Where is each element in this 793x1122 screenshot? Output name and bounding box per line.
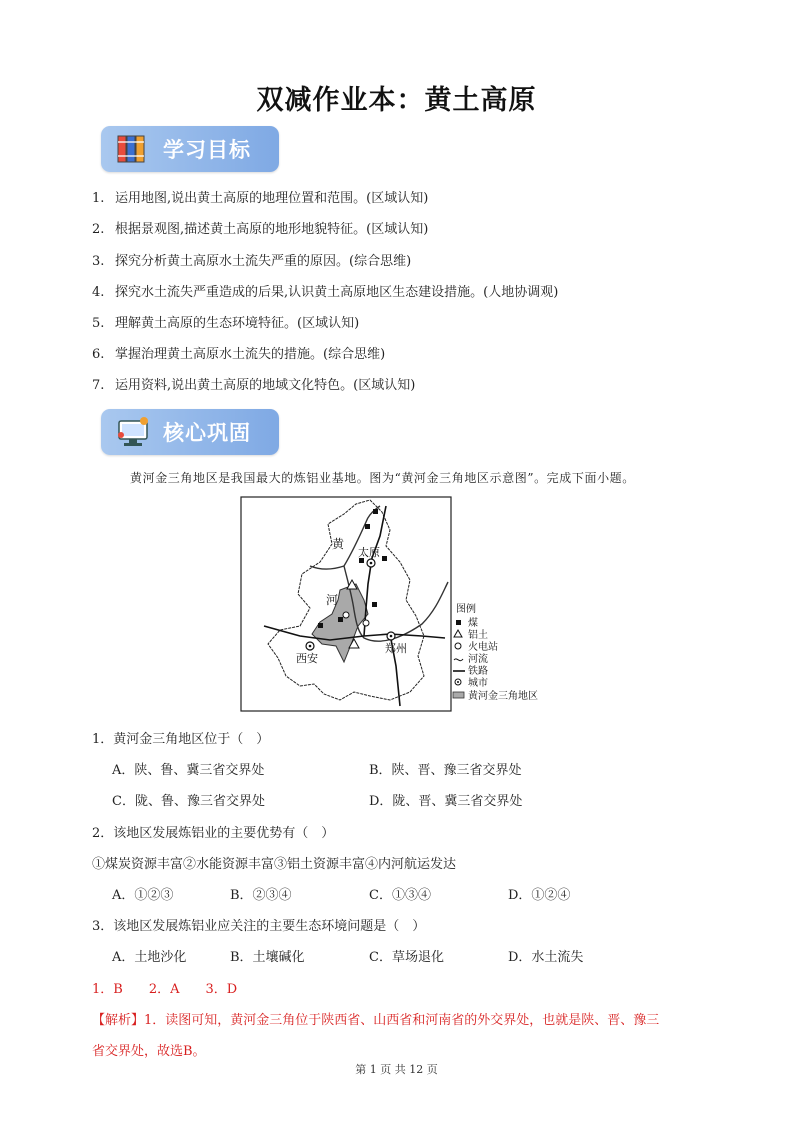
legend-power-symbol: [455, 643, 461, 649]
core-heading: 核心巩固: [163, 421, 251, 445]
objective-item: 3. 探究分析黄土高原水土流失严重的原因。(综合思维): [92, 254, 412, 269]
question-3-option-c: C．草场退化: [369, 950, 444, 965]
label-xian: 西安: [296, 652, 318, 665]
label-he: 河: [326, 593, 339, 607]
question-3-option-d: D．水土流失: [508, 950, 584, 965]
coal-marker: [338, 617, 343, 622]
label-zhengzhou: 郑州: [385, 642, 407, 655]
question-2-option-a: A．①②③: [112, 888, 174, 903]
analysis-line-1: 【解析】1．读图可知，黄河金三角位于陕西省、山西省和河南省的外交界处，也就是陕、晋、豫三: [92, 1013, 660, 1028]
power-station-marker: [343, 612, 349, 618]
analysis-label: 【解析】: [92, 1013, 145, 1028]
question-2-option-b: B．②③④: [230, 888, 292, 903]
objective-item: 5. 理解黄土高原的生态环境特征。(区域认知): [92, 316, 360, 331]
legend-coal: 煤: [468, 618, 478, 629]
analysis-line-2: 省交界处，故选B。: [92, 1044, 206, 1059]
coal-marker: [382, 556, 387, 561]
label-taiyuan: 太原: [358, 546, 380, 559]
computer-icon: [115, 415, 151, 449]
question-3-stem: 3．该地区发展炼铝业应关注的主要生态环境问题是（ ）: [92, 919, 426, 934]
question-1-option-d: D．陇、晋、冀三省交界处: [369, 794, 523, 809]
legend-coal-symbol: [456, 620, 461, 625]
objective-item: 4. 探究水土流失严重造成的后果,认识黄土高原地区生态建设措施。(人地协调观): [92, 285, 559, 300]
core-banner: [101, 409, 279, 455]
legend-title: 图例: [456, 604, 476, 615]
question-3-option-b: B．土壤碱化: [230, 950, 305, 965]
objectives-heading: 学习目标: [163, 138, 251, 162]
objective-item: 2. 根据景观图,描述黄土高原的地形地貌特征。(区域认知): [92, 222, 429, 237]
yellow-river-golden-triangle-map: [240, 496, 554, 717]
question-2-statements: ①煤炭资源丰富②水能资源丰富③铝土资源丰富④内河航运发达: [92, 857, 457, 872]
coal-marker: [373, 509, 378, 514]
legend-bauxite: 铝土: [468, 630, 488, 641]
legend-city: 城市: [468, 678, 488, 689]
question-2-option-c: C．①③④: [369, 888, 431, 903]
question-1-option-c: C．陇、鲁、豫三省交界处: [112, 794, 265, 809]
legend-railway: 铁路: [468, 666, 488, 677]
coal-marker: [372, 602, 377, 607]
legend-region-symbol: [453, 692, 464, 698]
question-1-option-a: A．陕、鲁、冀三省交界处: [112, 763, 265, 778]
question-2-option-d: D．①②④: [508, 888, 571, 903]
objectives-banner: [101, 126, 279, 172]
legend-bauxite-symbol: [454, 630, 462, 637]
answer-key: 1．B 2．A 3．D: [92, 982, 238, 997]
objective-item: 7. 运用资料,说出黄土高原的地域文化特色。(区域认知): [92, 378, 416, 393]
legend-river: 河流: [468, 654, 488, 665]
question-3-option-a: A．土地沙化: [112, 950, 187, 965]
legend-power: 火电站: [468, 642, 498, 653]
question-intro: 黄河金三角地区是我国最大的炼铝业基地。图为“黄河金三角地区示意图”。完成下面小题。: [130, 471, 635, 485]
coal-marker: [365, 524, 370, 529]
coal-marker: [318, 623, 323, 628]
question-2-stem: 2．该地区发展炼铝业的主要优势有（ ）: [92, 826, 335, 841]
books-icon: [115, 132, 151, 166]
question-1-stem: 1．黄河金三角地区位于（ ）: [92, 732, 270, 747]
legend-region: 黄河金三角地区: [468, 691, 538, 702]
objective-item: 1. 运用地图,说出黄土高原的地理位置和范围。(区域认知): [92, 191, 429, 206]
power-station-marker: [363, 620, 369, 626]
label-huang: 黄: [332, 537, 345, 551]
legend-river-symbol: [454, 659, 463, 661]
objective-item: 6. 掌握治理黄土高原水土流失的措施。(综合思维): [92, 347, 386, 362]
page-title: 双减作业本：黄土高原: [256, 85, 537, 116]
page-footer: 第 1 页 共 12 页: [355, 1063, 438, 1076]
question-1-option-b: B．陕、晋、豫三省交界处: [369, 763, 522, 778]
